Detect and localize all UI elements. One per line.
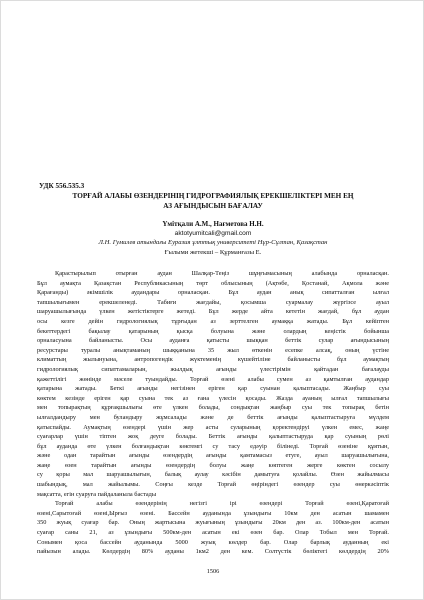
author-email[interactable]: aktotyumitcali@gmail.com bbox=[174, 230, 252, 237]
paragraph-line: өзені,Сарытоғай өзені,Ырғыз өзені. Бассейн ауданында ұзындығы 10км ден асатын шамамен bbox=[37, 509, 389, 517]
paragraph-line: қатыспайды. Аумақтың өзендері үшін жер асты суларының қоректендіруі үлкен емес, жаңе bbox=[37, 423, 389, 431]
paragraph-line: суағарлар үшін тіптен жоқ деуге болады. Беттік ағынды қалыптастыруда қар суының рөлі bbox=[37, 433, 389, 441]
paragraph-line: мен топырақтың құрғақшылығы өте үлкен болады, сондықтан жаңбыр суы тек топырақ бетін bbox=[37, 404, 389, 412]
paragraph-line: жаңе өзен тарайтын ағынды өзендердің болуы жаңе көптеген жерге көктен сосылу bbox=[37, 461, 389, 469]
paragraph-line: Қарастырылып отырған аудан Шалқар-Теңіз шұңғымасының алабында орналасқан. bbox=[55, 270, 389, 277]
paragraph-line: қажеттілігі жөнінде мәселе туындайды. Торғай өзені алабы сумен аз қамтылған аудандар bbox=[37, 375, 389, 383]
paragraph-line: бұл ауданда өте үлкен болғандықтан көктемгі су тасу едәуір білінеді. Торғай өзеніне құятын, bbox=[37, 442, 389, 450]
paragraph-line: Сонымен қоса бассейн ауданында 5000 жуық көлдер бар. Олар барлық ауданның екі bbox=[37, 538, 389, 546]
paragraph-line: мақсатта, егін суаруға пайдаланыла бастады bbox=[37, 490, 157, 498]
paragraph-line: Торғай алабы өзендерінің негізгі ірі өзендері Торғай өзені,Қаратоғай bbox=[55, 500, 389, 508]
paragraph-line: 350 жуық суағар бар. Оның жартысына жуығының ұзындығы 20км ден аз. 100км-ден асатын bbox=[37, 519, 389, 527]
paragraph-line: қатарына жатады. Беткі ағынды негізінен еріген қар суынан қалыптасады. Жаңбыр суы bbox=[37, 385, 389, 393]
paragraph-line: су қоры мал шаруашылығын, балық аулау кәсібін дамытуға қолайлы. Өзен жайылмасы bbox=[37, 471, 389, 479]
paper-title bbox=[31, 191, 395, 211]
title-line: АЗ АҒЫНДЫСЫН БАҒАЛАУ bbox=[163, 202, 263, 210]
page-number: 1506 bbox=[206, 568, 220, 575]
paragraph-line: тапшылығымен ерекшеленеді. Табиғи жағдайы, қосымша суармалау жүргізсе ауыл bbox=[37, 298, 389, 306]
paragraph-line: Бұл аумақта Қазақстан Республикасының төрт облысының (Ақтөбе, Қостанай, Ақмола және bbox=[37, 279, 389, 287]
paragraph-line: климаттың жылынуына, антропогендік жүктеменің күшейтіліне байланысты бұл аумақтың bbox=[37, 356, 389, 364]
paragraph-line: Қарағанды) әкімшілік аудандары орналасқан. Бұл аудан анық сипатталған ылғал bbox=[37, 289, 389, 297]
paragraph-line: ылғалдандыру мен буландыру жұмсалады және де беттік ағынды қалыптастыруға мүлдем bbox=[37, 413, 389, 421]
paragraph-line: шаруашылығында үлкен жетістіктерге жетеді. Бұл жерде айта кететін жағдай, бұл аудан bbox=[37, 308, 389, 316]
authors: Үмітқали А.М., Нағметова Н.Н. bbox=[162, 220, 264, 228]
paragraph-line: орналасуына байланысты. Осы ауданға қатысты шыққан беттік сулар ағындысының bbox=[37, 337, 389, 345]
paragraph-line: ресурстары туралы анықтаманың шыққанына 35 жыл өткенін есепке алсақ, оның үстіне bbox=[37, 346, 389, 354]
paragraph-line: көктем кезінде еріген қар суына тек аз ғана үлесін қосады. Жазда ауаның ылғал тапшылығы bbox=[37, 394, 389, 402]
scientific-advisor: Ғылыми жетекші – Құрманғазы Е. bbox=[164, 249, 262, 256]
paragraph-line: және одан тарайтын ағынды өзендердің ағынды қамтамасыз етуге, ауыл шаруашылығына, bbox=[37, 452, 389, 460]
paragraph-line: пайызын алады. Көлдердің 80% ауданы 1км2 ден кем. Солтүстік бөліктегі көлдердің 20% bbox=[37, 548, 389, 556]
title-line: ТОРҒАЙ АЛАБЫ ӨЗЕНДЕРІНІҢ ГИДРОГРАФИЯЛЫҚ ЕРЕКШЕЛІКТЕРІ МЕН ЕҢ bbox=[72, 192, 354, 200]
paragraph-line: осы кезге дейін гидрологиялық тұрғыдан аз зерттелген аумаққа жатады. Бұл кейіптен bbox=[37, 317, 389, 325]
affiliation: Л.Н. Гумилев атындағы Еуразия ұлттық университеті Нұр-Сұлтан, Қазақстан bbox=[98, 239, 328, 246]
body-text bbox=[37, 269, 389, 557]
paragraph-line: шабындық, мал жайылымы. Соңғы кезде Торғай өңіріндегі өзендер суы өнеркәсіптік bbox=[37, 481, 389, 489]
udc-code: УДК 556.535.3 bbox=[39, 182, 85, 190]
paragraph-line: бекеттердегі бақылау қатарының қысқа болуына және олардың кеңістік бойынша bbox=[37, 327, 389, 335]
paragraph-line: гидрологиялық сипаттамаларын, жылдық ағынды үлестірімін қайтадан бағалауды bbox=[37, 365, 389, 373]
paragraph-line: суағар саны 21, аз ұзындығы 500км-ден асатын екі өзен бар. Олар Тобыл мен Торғай. bbox=[37, 529, 389, 537]
